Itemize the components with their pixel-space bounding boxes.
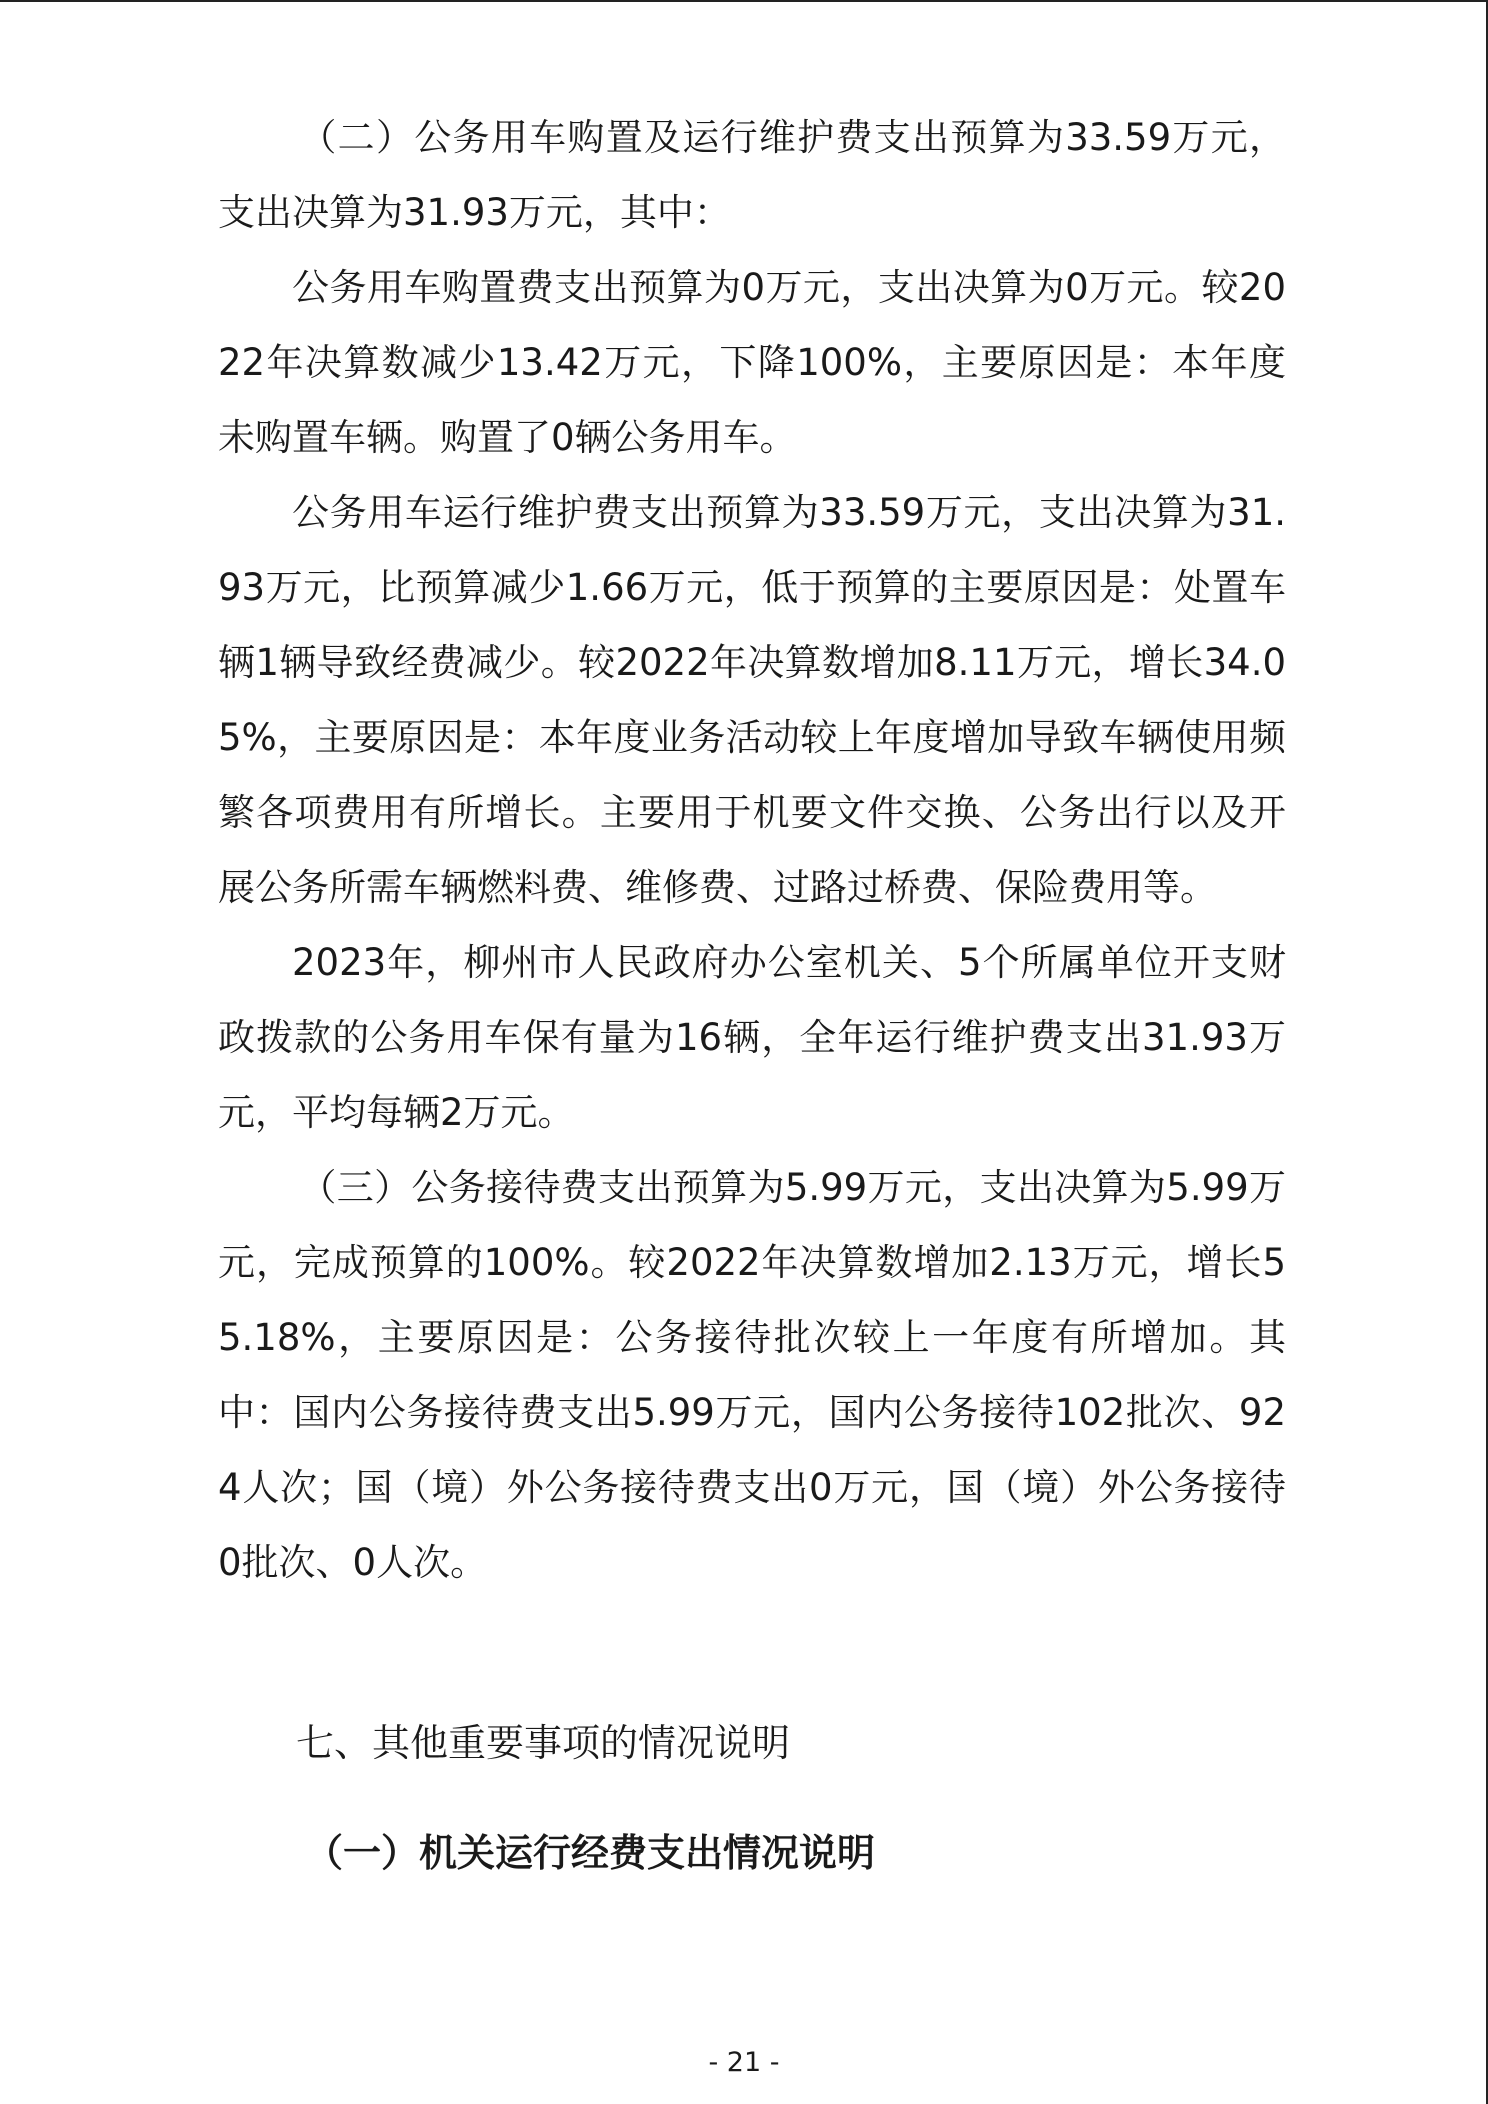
- paragraph-vehicle-purchase: 公务用车购置费支出预算为0万元，支出决算为0万元。较2022年决算数减少13.42万元，下降100%，主要原因是：本年度未购置车辆。购置了0辆公务用车。: [218, 266, 1286, 459]
- page-border-top: [0, 0, 1488, 2]
- paragraph-vehicle-budget: （二）公务用车购置及运行维护费支出预算为33.59万元，支出决算为31.93万元，其中：: [218, 116, 1286, 234]
- paragraph-reception: （三）公务接待费支出预算为5.99万元，支出决算为5.99万元，完成预算的100%。较2022年决算数增加2.13万元，增长55.18%，主要原因是：公务接待批次较上一年度有所增加。其中：国内公务接待费支出5.99万元，国内公务接待102批次、924人次；国（境）外公务接待费支出0万元，国（境）外公务接待0批次、0人次。: [218, 1166, 1286, 1584]
- section-heading: 七、其他重要事项的情况说明: [296, 1721, 791, 1765]
- sub-heading: （一）机关运行经费支出情况说明: [305, 1831, 876, 1875]
- paragraph-vehicle-maintenance: 公务用车运行维护费支出预算为33.59万元，支出决算为31.93万元，比预算减少1.66万元，低于预算的主要原因是：处置车辆1辆导致经费减少。较2022年决算数增加8.11万元，增长34.05%，主要原因是：本年度业务活动较上年度增加导致车辆使用频繁各项费用有所增长。主要用于机要文件交换、公务出行以及开展公务所需车辆燃料费、维修费、过路过桥费、保险费用等。: [218, 491, 1286, 909]
- page-number: - 21 -: [708, 2047, 780, 2078]
- document-body: [218, 100, 1286, 1600]
- paragraph-vehicle-fleet: 2023年，柳州市人民政府办公室机关、5个所属单位开支财政拨款的公务用车保有量为16辆，全年运行维护费支出31.93万元，平均每辆2万元。: [218, 941, 1286, 1134]
